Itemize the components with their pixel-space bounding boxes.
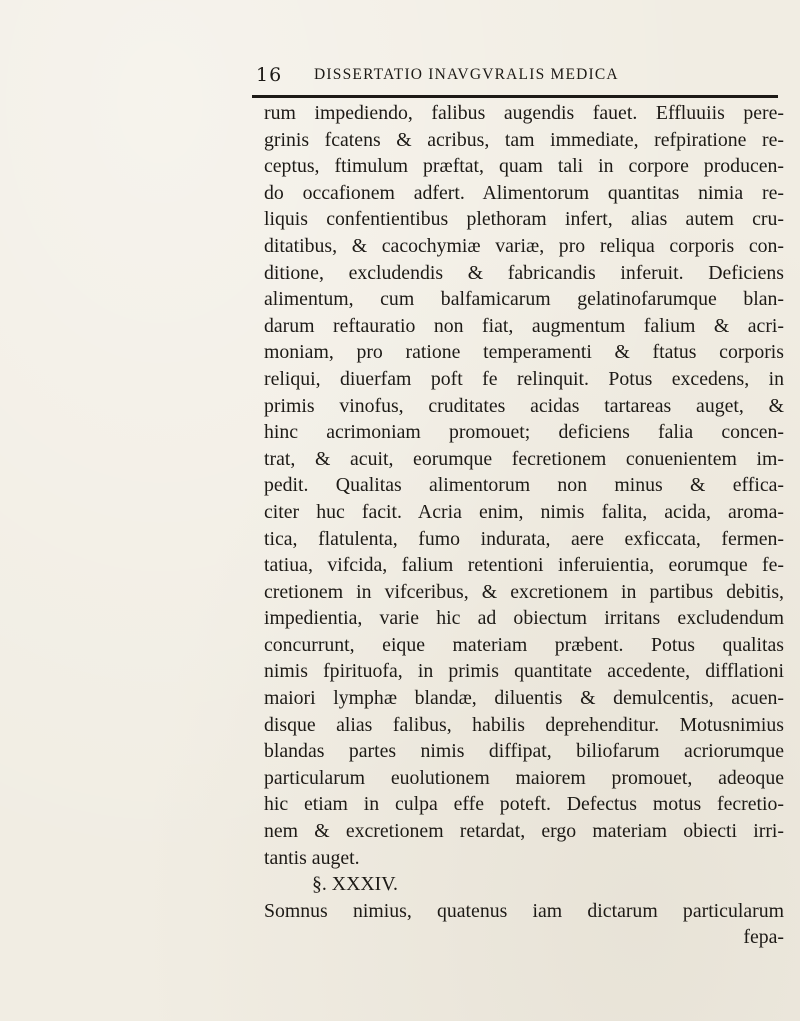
text-line: disque alias falibus, habilis deprehenditur. Motusnimius — [264, 713, 784, 736]
text-line: reliqui, diuerfam poft fe relinquit. Potus excedens, in — [264, 367, 784, 390]
text-line: moniam, pro ratione temperamenti & ftatus corporis — [264, 341, 784, 364]
section-first-line: Somnus nimius, quatenus iam dictarum particularum — [264, 899, 784, 922]
text-line: liquis confentientibus plethoram infert, alias autem cru- — [264, 208, 784, 231]
text-line: hinc acrimoniam promouet; deficiens falia concen- — [264, 421, 784, 444]
text-line: trat, & acuit, eorumque fecretionem conuenientem im- — [264, 447, 784, 470]
text-line: particularum euolutionem maiorem promouet, adeoque — [264, 766, 784, 789]
text-line: primis vinofus, cruditates acidas tartareas auget, & — [264, 394, 784, 417]
body-text — [264, 100, 784, 951]
text-line: ditione, excludendis & fabricandis inferuit. Deficiens — [264, 261, 784, 284]
text-line: cretionem in vifceribus, & excretionem in partibus debitis, — [264, 580, 784, 603]
text-line: nem & excretionem retardat, ergo materiam obiecti irri- — [264, 820, 784, 843]
section-heading: §. XXXIV. — [312, 873, 398, 896]
text-line: nimis fpirituofa, in primis quantitate accedente, difflationi — [264, 660, 784, 683]
text-line: concurrunt, eique materiam præbent. Potus qualitas — [264, 633, 784, 656]
catchword: fepa- — [743, 926, 784, 949]
text-line: tica, flatulenta, fumo indurata, aere exficcata, fermen- — [264, 527, 784, 550]
page-header — [256, 62, 776, 90]
text-line: tantis auget. — [264, 846, 360, 869]
text-line: blandas partes nimis diffipat, biliofarum acriorumque — [264, 740, 784, 763]
text-line: hic etiam in culpa effe poteft. Defectus motus fecretio- — [264, 793, 784, 816]
text-line: ditatibus, & cacochymiæ variæ, pro reliqua corporis con- — [264, 234, 784, 257]
text-line: ceptus, ftimulum præftat, quam tali in corpore producen- — [264, 155, 784, 178]
text-line: alimentum, cum balfamicarum gelatinofarumque blan- — [264, 288, 784, 311]
text-line: do occafionem adfert. Alimentorum quantitas nimia re- — [264, 181, 784, 204]
text-line: rum impediendo, falibus augendis fauet. Effluuiis pere- — [264, 102, 784, 124]
text-line: pedit. Qualitas alimentorum non minus & effica- — [264, 474, 784, 497]
text-line: tatiua, vifcida, falium retentioni inferuientia, eorumque fe- — [264, 554, 784, 577]
page-number: 16 — [256, 64, 283, 86]
header-rule — [252, 95, 778, 98]
text-line: darum reftauratio non fiat, augmentum falium & acri- — [264, 314, 784, 337]
text-line: maiori lymphæ blandæ, diluentis & demulcentis, acuen- — [264, 687, 784, 710]
running-head: DISSERTATIO INAVGVRALIS MEDICA — [314, 66, 619, 83]
text-line: citer huc facit. Acria enim, nimis falita, acida, aroma- — [264, 500, 784, 523]
text-line: impedientia, varie hic ad obiectum irritans excludendum — [264, 607, 784, 630]
text-line: grinis fcatens & acribus, tam immediate, refpiratione re- — [264, 128, 784, 151]
